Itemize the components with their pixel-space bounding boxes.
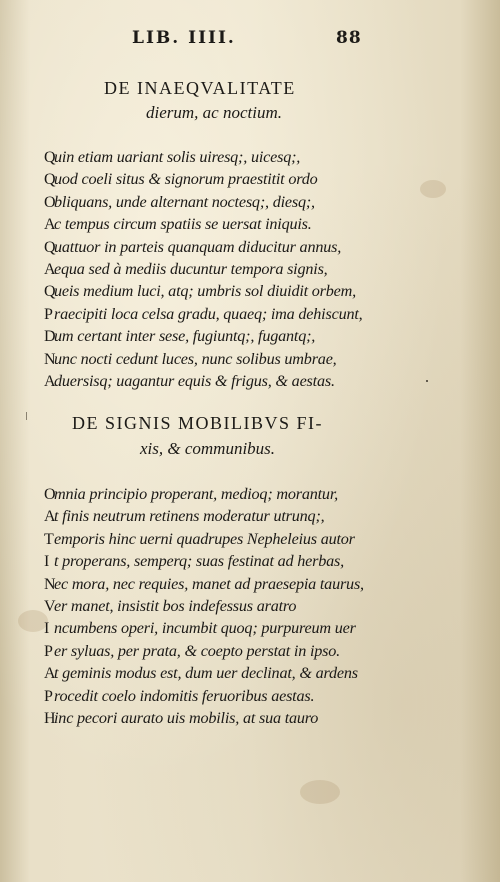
- verse-text: t properans, semperq; suas festinat ad herbas,: [54, 552, 344, 571]
- verse-line: [44, 191, 464, 213]
- verse-line: [44, 236, 464, 258]
- verse-line: [44, 550, 464, 572]
- verse-line: [44, 505, 464, 527]
- verse-line: [44, 348, 464, 370]
- verse-text: t finis neutrum retinens moderatur utrunq;,: [54, 507, 325, 526]
- section-2-title: DE SIGNIS MOBILIBVS FI-: [72, 413, 324, 433]
- verse-initial: Q: [44, 171, 56, 189]
- verse-initial: Q: [44, 283, 56, 301]
- verse-initial: D: [44, 328, 56, 346]
- verse-line: [44, 303, 464, 325]
- verse-line: [44, 280, 464, 302]
- verse-initial: Q: [44, 149, 56, 166]
- verse-text: er manet, insistit bos indefessus aratro: [54, 596, 297, 615]
- verse-line: [44, 707, 464, 729]
- verse-line: [44, 370, 464, 392]
- verse-text: mnia principio properant, medioq; morantur,: [54, 485, 338, 503]
- verse-text: unc nocti cedunt luces, nunc solibus umbrae,: [54, 349, 337, 368]
- verse-initial: T: [44, 530, 54, 548]
- verse-line: [44, 573, 464, 595]
- paper-stain: [300, 780, 340, 804]
- verse-initial: A: [44, 508, 56, 526]
- verse-initial: N: [44, 350, 56, 368]
- page-number: 88: [336, 28, 362, 48]
- verse-initial: A: [44, 665, 56, 683]
- margin-mark: [26, 412, 27, 420]
- verse-text: bliquans, unde alternant noctesq;, diesq;,: [54, 192, 315, 211]
- verse-text: er syluas, per prata, & coepto perstat in ipso.: [54, 641, 341, 660]
- verse-line: [44, 325, 464, 347]
- verse-initial: P: [44, 305, 53, 323]
- verse-line: [44, 528, 464, 550]
- running-title: LIB. IIII.: [132, 28, 236, 48]
- section-2-verses: [44, 483, 464, 729]
- verse-initial: I: [44, 620, 50, 638]
- verse-line: [44, 146, 464, 168]
- verse-initial: A: [44, 216, 56, 234]
- verse-initial: P: [44, 642, 53, 660]
- verse-text: uod coeli situs & signorum praestitit ordo: [54, 170, 318, 189]
- verse-text: uattuor in parteis quanquam diducitur annus,: [54, 237, 342, 256]
- verse-text: raecipiti loca celsa gradu, quaeq; ima dehiscunt,: [54, 304, 363, 323]
- verse-text: um certant inter sese, fugiuntq;, fugantq;,: [54, 327, 316, 346]
- verse-line: [44, 640, 464, 662]
- verse-line: [44, 168, 464, 190]
- verse-line: [44, 685, 464, 707]
- verse-text: inc pecori aurato uis mobilis, at sua tauro: [54, 708, 319, 727]
- verse-text: duersisq; uagantur equis & frigus, & aestas.: [54, 371, 335, 390]
- verse-text: emporis hinc uerni quadrupes Nepheleius autor: [54, 529, 355, 548]
- verse-initial: V: [44, 597, 56, 615]
- verse-line: [44, 662, 464, 684]
- page-header: [0, 28, 500, 58]
- verse-text: rocedit coelo indomitis feruoribus aestas.: [54, 686, 315, 705]
- verse-text: ueis medium luci, atq; umbris sol diuidit orbem,: [54, 282, 356, 301]
- verse-text: ec mora, nec requies, manet ad praesepia taurus,: [54, 574, 364, 593]
- verse-text: c tempus circum spatiis se uersat iniquis.: [54, 215, 312, 234]
- verse-text: equa sed à mediis ducuntur tempora signis,: [54, 259, 328, 278]
- verse-text: ncumbens operi, incumbit quoq; purpureum uer: [54, 619, 356, 638]
- verse-initial: A: [44, 260, 56, 278]
- verse-initial: A: [44, 372, 56, 390]
- section-1-title: DE INAEQVALITATE: [104, 78, 296, 98]
- verse-initial: N: [44, 575, 56, 593]
- verse-line: [44, 258, 464, 280]
- verse-line: [44, 483, 464, 505]
- verse-line: [44, 617, 464, 639]
- verse-line: [44, 595, 464, 617]
- verse-line: [44, 213, 464, 235]
- section-1-verses: [44, 146, 464, 392]
- section-1-subtitle: dierum, ac noctium.: [146, 103, 282, 122]
- verse-text: uin etiam uariant solis uiresq;, uicesq;,: [54, 148, 301, 166]
- verse-initial: O: [44, 193, 56, 211]
- verse-text: t geminis modus est, dum uer declinat, & ardens: [54, 664, 358, 683]
- verse-initial: I: [44, 553, 50, 571]
- verse-initial: H: [44, 709, 56, 727]
- verse-initial: P: [44, 687, 53, 705]
- section-2-subtitle: xis, & communibus.: [140, 439, 276, 458]
- ink-speck: [426, 380, 428, 382]
- verse-initial: Q: [44, 238, 56, 256]
- verse-initial: O: [44, 486, 56, 503]
